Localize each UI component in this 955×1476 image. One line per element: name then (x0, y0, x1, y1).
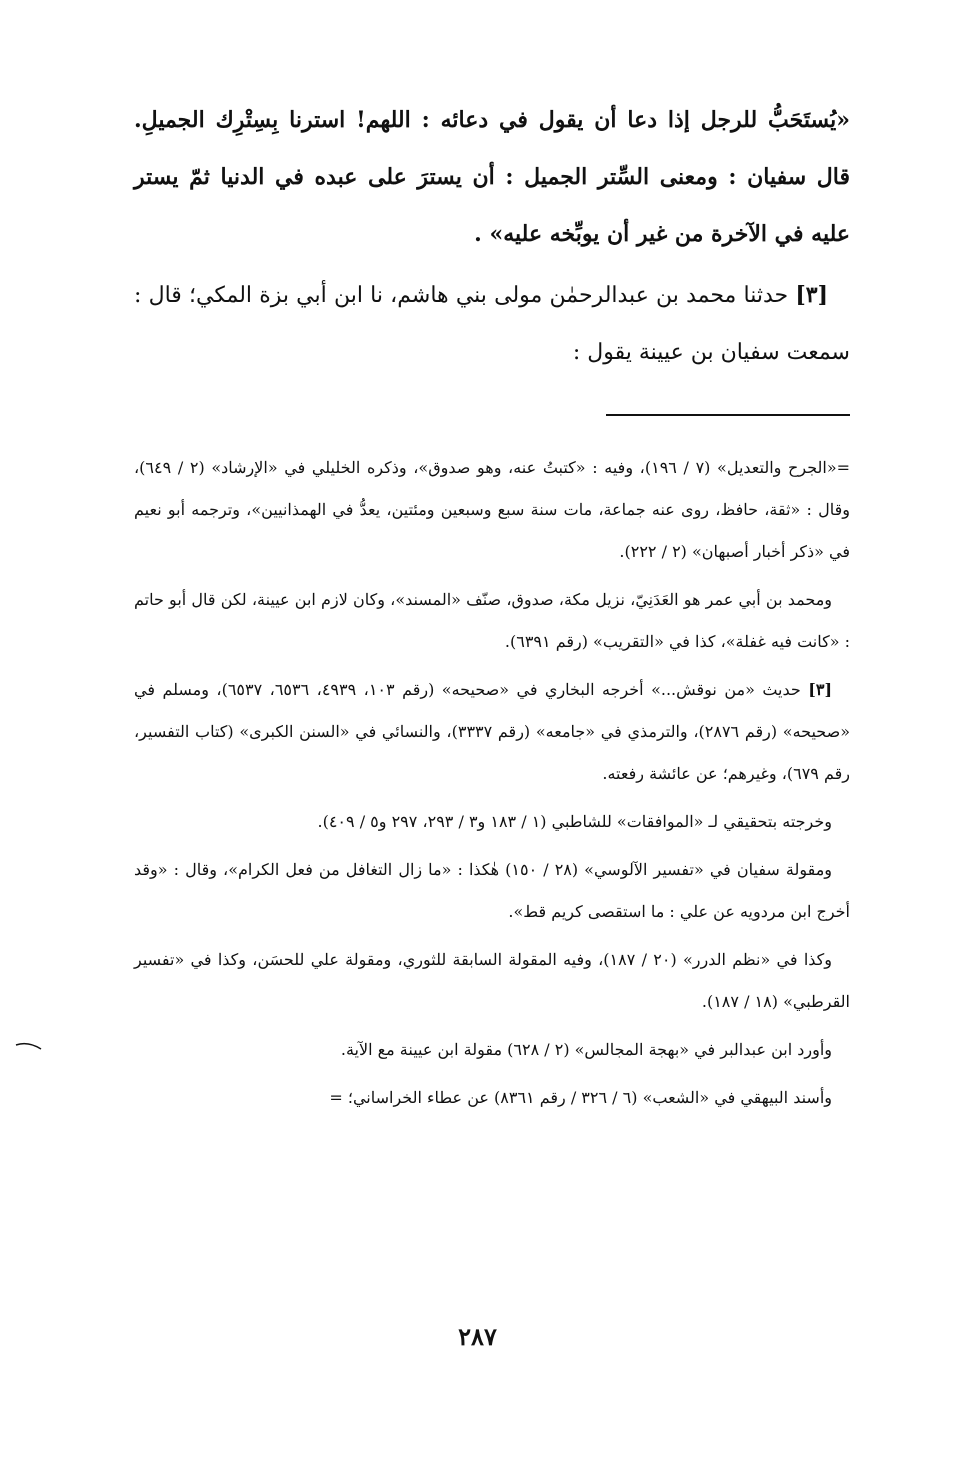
footnote-text: حديث «من نوقش...» أخرجه البخاري في «صحيحه» (رقم ١٠٣، ٤٩٣٩، ٦٥٣٦، ٦٥٣٧)، ومسلم في «صحيحه» (رقم ٢٨٧٦)، والترمذي في «جامعه» (رقم ٣٣٣٧)، والنسائي في «السنن الكبرى» (كتاب التفسير، رقم ٦٧٩)، وغيرهم؛ عن عائشة رفعته. (134, 680, 851, 783)
footnote-paragraph: وأسند البيهقي في «الشعب» (٦ / ٣٢٦ / رقم ٨٣٦١) عن عطاء الخراساني؛ = (329, 1088, 832, 1107)
footnote-number: [٣] (808, 680, 833, 699)
footnote-paragraph (134, 669, 850, 795)
footnote-paragraph: وخرجته بتحقيقي لـ «الموافقات» للشاطبي (١ / ١٨٣ و٣ / ٢٩٣، ٢٩٧ و٥ / ٤٠٩). (317, 812, 832, 831)
main-text (134, 92, 850, 381)
footnotes (134, 447, 850, 1125)
footnote-paragraph: ومقولة سفيان في «تفسير الآلوسي» (٢٨ / ١٥٠) هٰكذا : «ما زال التغافل من فعل الكرام»، وقال : «وقد أخرج ابن مردويه عن علي : ما استقصى كريم قط». (134, 860, 850, 921)
narration-text: حدثنا محمد بن عبدالرحمٰن مولى بني هاشم، نا ابن أبي بزة المكي؛ قال : سمعت سفيان بن عيينة يقول : (134, 283, 850, 365)
narration-number: [٣] (795, 282, 829, 308)
footnote-separator (606, 414, 850, 416)
quote-paragraph: «يُستَحَبُّ للرجل إذا دعا أن يقول في دعائه : اللهم! استرنا بِسِتْرِك الجميلِ. قال سفيان : ومعنى السِّتر الجميل : أن يسترَ على عبده في الدنيا ثمّ يستر عليه في الآخرة من غير أن يوبِّخه عليه» . (134, 107, 850, 247)
page-number: ٢٨٧ (458, 1322, 497, 1351)
footnote-paragraph: =«الجرح والتعديل» (٧ / ١٩٦)، وفيه : «كتبتُ عنه، وهو صدوق»، وذكره الخليلي في «الإرشاد» (٢ / ٦٤٩)، وقال : «ثقة، حافظ، روى عنه جماعة، مات سنة سبع وسبعين ومئتين، يعدُّ في الهمذانيين»، وترجمه أبو نعيم في «ذكر أخبار أصبهان» (٢ / ٢٢٢). (134, 458, 851, 561)
footnote-paragraph: وكذا في «نظم الدرر» (٢٠ / ١٨٧)، وفيه المقولة السابقة للثوري، ومقولة علي للحسَن، وكذا في «تفسير القرطبي» (١٨ / ١٨٧). (134, 950, 850, 1011)
footnote-paragraph: وأورد ابن عبدالبر في «بهجة المجالس» (٢ / ٦٢٨) مقولة ابن عيينة مع الآية. (340, 1040, 832, 1059)
footnote-paragraph: ومحمد بن أبي عمر هو العَدَنِيّ، نزيل مكة، صدوق، صنّف «المسند»، وكان لازم ابن عيينة، لكن قال أبو حاتم : «كانت فيه غفلة»، كذا في «التقريب» (رقم ٦٣٩١). (134, 590, 850, 651)
narration-paragraph (134, 267, 850, 381)
margin-mark-icon (14, 1038, 44, 1052)
